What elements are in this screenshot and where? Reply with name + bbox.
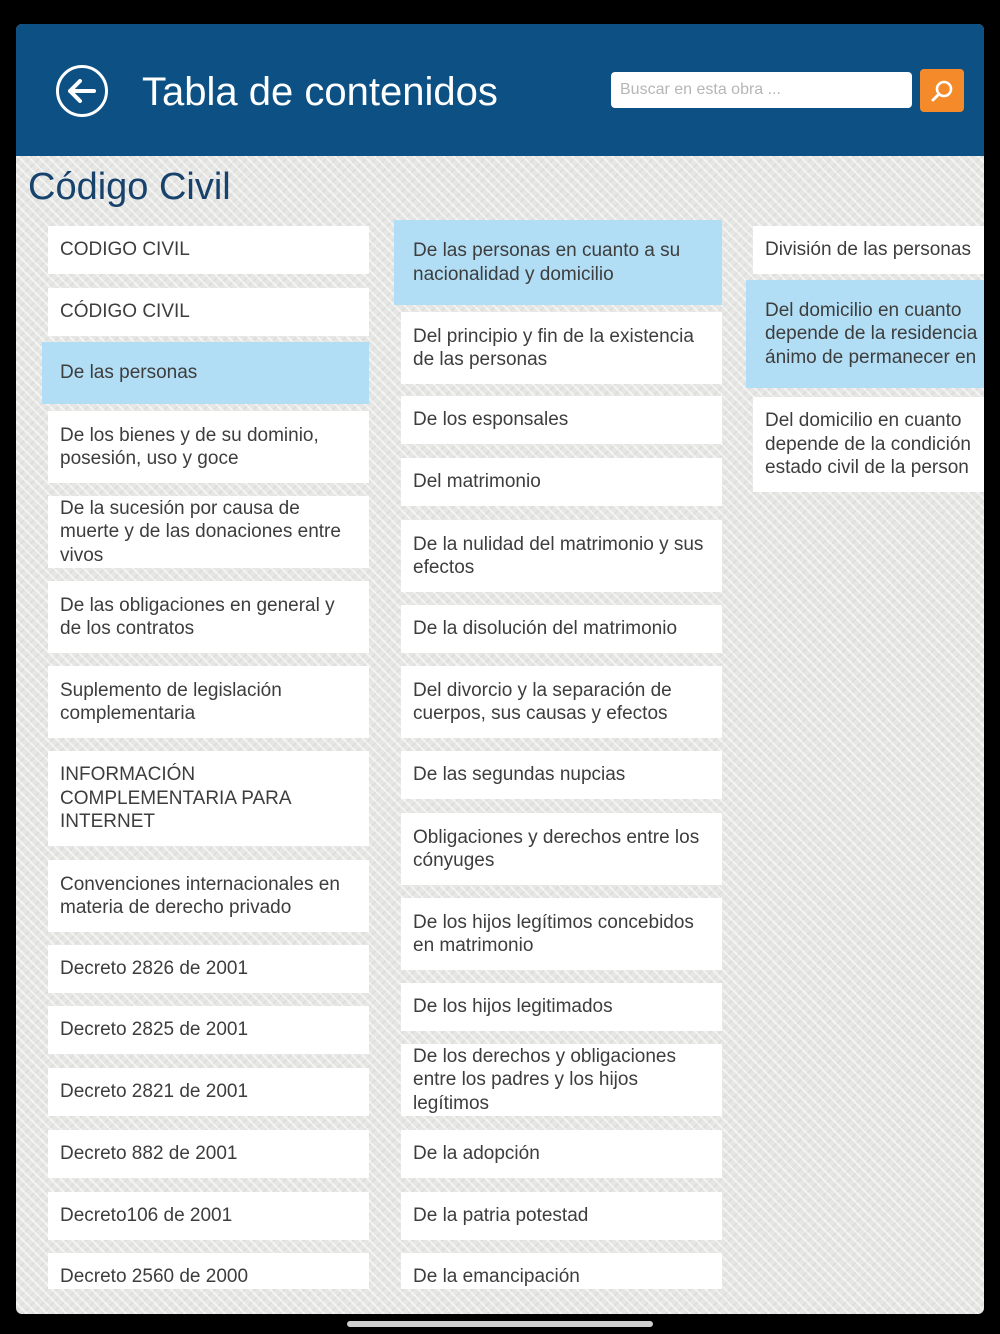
toc-item-label: ánimo de permanecer en [765,346,977,368]
toc-item-label: Del matrimonio [413,471,541,493]
toc-item[interactable] [48,226,369,274]
page-title: Tabla de contenidos [142,70,498,114]
toc-item-label: De los esponsales [413,409,569,431]
toc-item-label: De la disolución del matrimonio [413,618,678,640]
toc-item-label: depende de la residencia [765,323,978,345]
toc-item-label: De los bienes y de su dominio, posesión, uso y goce [60,424,319,469]
toc-item-label: estado civil de la person [765,457,969,479]
toc-item-label: De la adopción [413,1143,540,1165]
toc-item-label: De las obligaciones en general y de los contratos [60,594,335,639]
toc-item-selected[interactable] [394,220,722,305]
toc-item-label: depende de la condición [765,433,972,455]
toc-item-label: INFORMACIÓN COMPLEMENTARIA PARA INTERNET [60,764,291,833]
toc-item-label: De la patria potestad [413,1205,589,1227]
toc-item[interactable] [48,288,369,336]
toc-item[interactable] [401,813,722,885]
toc-item[interactable] [401,1192,722,1240]
toc-item-label: De la sucesión por causa de muerte y de las donaciones entre vivos [60,497,341,566]
toc-item-label: Suplemento de legislación complementaria [60,679,282,724]
toc-item-label: Del principio y fin de la existencia de las personas [413,325,694,370]
toc-item[interactable] [753,397,984,492]
toc-item-label: Decreto 2560 de 2000 [60,1265,249,1287]
toc-item[interactable] [401,605,722,653]
toc-item[interactable] [48,1006,369,1054]
toc-item-label: De las personas en cuanto a su nacionalidad y domicilio [413,240,681,285]
toc-item[interactable] [401,898,722,970]
toc-item[interactable] [401,1044,722,1116]
magnifier-icon [930,79,954,103]
search-input[interactable] [611,72,912,108]
toc-item-label: De las personas [60,362,198,384]
toc-item[interactable] [48,666,369,738]
toc-item[interactable] [48,1130,369,1178]
toc-item[interactable] [401,1253,722,1289]
toc-item[interactable] [401,396,722,444]
work-title: Código Civil [28,166,231,208]
toc-item[interactable] [401,458,722,506]
top-bar [16,24,984,156]
toc-item-label: División de las personas [765,239,971,261]
toc-item-label: Del domicilio en cuanto [765,410,962,432]
toc-item-label: CÓDIGO CIVIL [60,301,190,323]
arrow-left-circle-icon [68,79,96,103]
toc-item-label: CODIGO CIVIL [60,239,190,261]
toc-item-label: Decreto 2825 de 2001 [60,1019,249,1041]
search-button[interactable] [920,69,964,112]
toc-item[interactable] [48,751,369,846]
toc-item[interactable] [48,581,369,653]
toc-item-label: De la emancipación [413,1265,580,1287]
toc-item[interactable] [48,1068,369,1116]
toc-item[interactable] [48,411,369,483]
toc-item-label: De los hijos legítimos concebidos en matrimonio [413,911,694,956]
toc-item[interactable] [401,751,722,799]
toc-item-label: De las segundas nupcias [413,764,626,786]
toc-item[interactable] [48,1192,369,1240]
toc-item[interactable] [48,496,369,568]
toc-item[interactable] [753,226,984,274]
home-indicator[interactable] [347,1321,653,1327]
toc-item-label: Decreto 2826 de 2001 [60,958,249,980]
toc-item-label: De los derechos y obligaciones entre los padres y los hijos legítimos [413,1045,676,1114]
toc-item[interactable] [48,945,369,993]
toc-item-selected[interactable] [42,342,369,404]
toc-item[interactable] [401,983,722,1031]
toc-item[interactable] [401,520,722,592]
toc-item-label: Decreto 882 de 2001 [60,1143,238,1165]
toc-item-label: Convenciones internacionales en materia de derecho privado [60,873,340,918]
toc-item[interactable] [401,1130,722,1178]
toc-item[interactable] [401,312,722,384]
toc-item-label: Del domicilio en cuanto [765,299,962,321]
app-screen [16,24,984,1314]
toc-item[interactable] [48,1253,369,1289]
toc-item-label: Del divorcio y la separación de cuerpos, sus causas y efectos [413,679,672,724]
toc-item-label: De los hijos legitimados [413,996,613,1018]
toc-item-label: Decreto 2821 de 2001 [60,1081,249,1103]
toc-item-label: Decreto106 de 2001 [60,1205,233,1227]
back-button[interactable] [56,65,108,117]
toc-item-label: Obligaciones y derechos entre los cónyuges [413,826,700,871]
toc-item-selected[interactable] [746,280,984,388]
toc-item[interactable] [48,860,369,932]
toc-item-label: De la nulidad del matrimonio y sus efectos [413,533,704,578]
toc-item[interactable] [401,666,722,738]
